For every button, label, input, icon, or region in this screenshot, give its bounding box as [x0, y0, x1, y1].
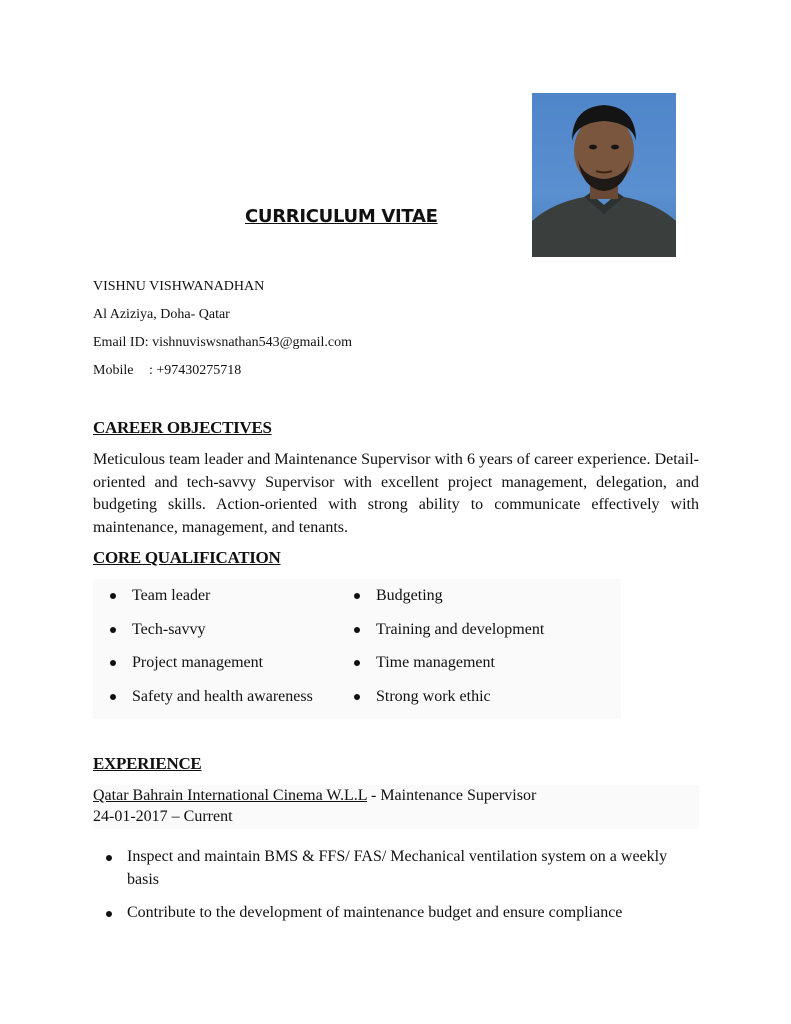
bullet-icon: [106, 855, 112, 861]
profile-photo: [532, 93, 676, 257]
experience-heading: EXPERIENCE: [93, 754, 202, 773]
bullet-icon: [354, 627, 360, 633]
bullet-icon: [354, 593, 360, 599]
job-role: - Maintenance Supervisor: [366, 787, 537, 804]
page-title: CURRICULUM VITAE: [245, 206, 438, 227]
job-title-line: [93, 787, 536, 805]
career-text: Meticulous team leader and Maintenance Supervisor with 6 years of career experience. Detail-oriented and tech-savvy Supervisor with excellent project management, delegation, and budgeting skills. Action-oriented with strong ability to communicate effectively with maintenance, management, and tenants.: [93, 451, 699, 536]
contact-name: VISHNU VISHWANADHAN: [93, 279, 265, 294]
list-item: Tech-savvy: [107, 613, 313, 647]
bullet-icon: [110, 660, 116, 666]
contact-address: Al Aziziya, Doha- Qatar: [93, 307, 230, 322]
bullet-icon: [110, 694, 116, 700]
duties-list: [93, 846, 699, 936]
job-entry: [93, 785, 699, 829]
contact-email: Email ID: vishnuviswsnathan543@gmail.com: [93, 335, 353, 350]
list-item: Training and development: [351, 613, 544, 647]
list-item: Budgeting: [351, 579, 544, 613]
bullet-icon: [110, 627, 116, 633]
list-item: Time management: [351, 646, 544, 680]
company-name: Qatar Bahrain International Cinema W.L.L: [93, 787, 367, 804]
qualification-column-right: [351, 579, 544, 713]
list-item: Project management: [107, 646, 313, 680]
bullet-icon: [106, 911, 112, 917]
list-item: Strong work ethic: [351, 680, 544, 714]
list-item: Inspect and maintain BMS & FFS/ FAS/ Mechanical ventilation system on a weekly basis: [93, 846, 687, 891]
career-heading: CAREER OBJECTIVES: [93, 418, 272, 437]
mobile-value: : +97430275718: [149, 363, 242, 378]
qualification-column-left: [107, 579, 313, 713]
list-item: Team leader: [107, 579, 313, 613]
bullet-icon: [354, 660, 360, 666]
qualification-table: [93, 579, 621, 719]
list-item: Safety and health awareness: [107, 680, 313, 714]
bullet-icon: [354, 694, 360, 700]
qualification-heading: CORE QUALIFICATION: [93, 548, 281, 567]
contact-mobile: [93, 363, 241, 379]
list-item: Contribute to the development of maintenance budget and ensure compliance: [93, 902, 687, 925]
mobile-label: Mobile: [93, 363, 134, 378]
job-dates: 24-01-2017 – Current: [93, 808, 233, 825]
bullet-icon: [110, 593, 116, 599]
